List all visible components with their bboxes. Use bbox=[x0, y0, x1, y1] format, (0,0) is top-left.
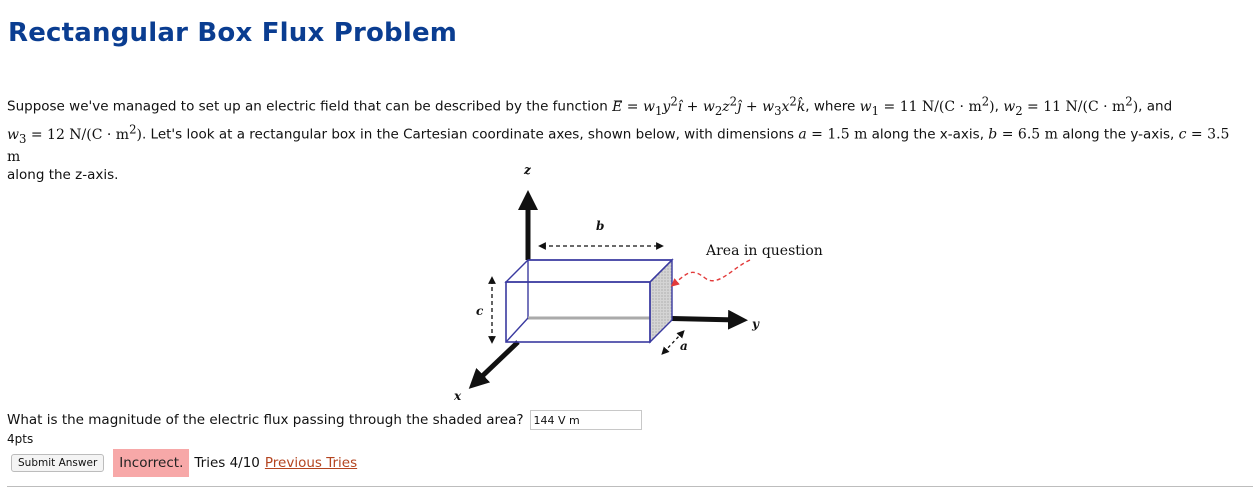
problem-statement: Suppose we've managed to set up an electric field that can be described by the function E⃗ = $w_1y^2î$ + $w_2z^2ĵ$ + $w_3x^2k̂$, where $w_1 = 11$ $N/(C \cdot m^2)$, $w_2 = 11$ $N/(C \cdot m^2)$, and $w_3 = 12$ $N/(C \cdot m^2)$. Let's look at a rectangular box in the Cartesian coordinate axes, shown below, with dimensions a = 1.5 m along the x-axis, b = 6.5 m along the y-axis, c = 3.5 m along the z-axis. bbox=[7, 94, 1230, 184]
page-title: Rectangular Box Flux Problem bbox=[8, 18, 458, 48]
status-badge: Incorrect. bbox=[113, 449, 189, 477]
z-axis-label: z bbox=[524, 163, 531, 177]
c-equation: c = 3.5 m bbox=[7, 126, 1230, 165]
a-equation: a = 1.5 m bbox=[798, 126, 868, 143]
box-diagram bbox=[454, 160, 840, 403]
problem-text-3: , and bbox=[1138, 98, 1173, 115]
tries-count: Tries 4/10 bbox=[194, 455, 260, 471]
b-equation: b = 6.5 m bbox=[988, 126, 1058, 143]
question-row bbox=[7, 410, 642, 430]
answer-input[interactable] bbox=[530, 410, 642, 430]
y-axis-label: y bbox=[752, 317, 759, 331]
problem-text-6: along the y-axis, bbox=[1057, 126, 1179, 143]
dimension-a-label: a bbox=[680, 339, 688, 353]
dimension-b-label: b bbox=[596, 219, 605, 233]
problem-text-5: along the x-axis, bbox=[867, 126, 989, 143]
problem-text-1: Suppose we've managed to set up an electric field that can be described by the function bbox=[7, 98, 613, 115]
w2-equation: $w_2 = 11$ $N/(C \cdot m^2)$ bbox=[1003, 94, 1139, 118]
x-axis bbox=[476, 342, 518, 382]
w3-equation: $w_3 = 12$ $N/(C \cdot m^2)$ bbox=[7, 121, 142, 146]
problem-text-2: , where bbox=[805, 98, 860, 115]
area-caption: Area in question bbox=[706, 243, 823, 259]
box-top-face bbox=[506, 260, 672, 282]
previous-tries-link[interactable]: Previous Tries bbox=[264, 455, 358, 471]
box-edge bbox=[506, 318, 528, 342]
problem-text-4: . Let's look at a rectangular box in the Cartesian coordinate axes, shown below, with dimensions bbox=[141, 126, 799, 143]
points-label: 4pts bbox=[7, 432, 34, 446]
shaded-face bbox=[650, 260, 672, 342]
field-equation: E⃗ = $w_1y^2î$ + $w_2z^2ĵ$ + $w_3x^2k̂$ bbox=[612, 94, 806, 118]
divider bbox=[7, 486, 1253, 487]
w1-equation: $w_1 = 11$ $N/(C \cdot m^2)$ bbox=[859, 94, 995, 118]
question-text: What is the magnitude of the electric flux passing through the shaded area? bbox=[7, 412, 524, 428]
submission-row bbox=[11, 449, 357, 477]
area-pointer bbox=[674, 260, 750, 284]
dimension-c-label: c bbox=[476, 304, 484, 318]
problem-text-7: along the z-axis. bbox=[7, 167, 119, 184]
x-axis-label: x bbox=[454, 389, 462, 403]
submit-answer-button[interactable]: Submit Answer bbox=[11, 454, 104, 472]
